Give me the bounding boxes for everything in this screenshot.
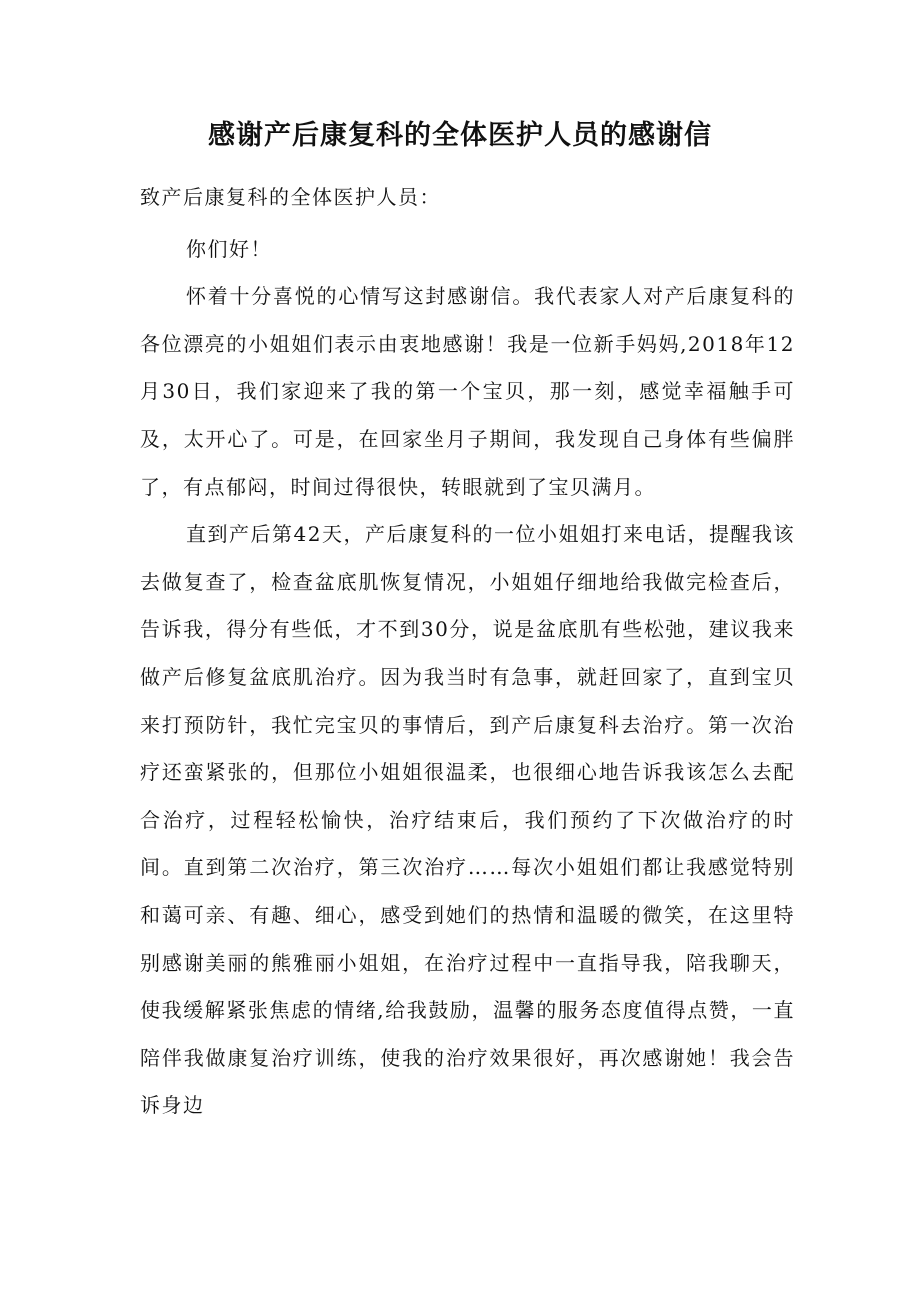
salutation: 致产后康复科的全体医护人员：	[140, 185, 441, 209]
document-title: 感谢产后康复科的全体医护人员的感谢信	[208, 120, 712, 151]
greeting: 你们好！	[186, 236, 272, 261]
letter-body	[140, 174, 795, 1130]
paragraph-1: 怀着十分喜悦的心情写这封感谢信。我代表家人对产后康复科的各位漂亮的小姐姐们表示由衷地感谢！我是一位新手妈妈,2018年12月30日，我们家迎来了我的第一个宝贝，那一刻，感觉幸福触手可及，太开心了。可是，在回家坐月子期间，我发现自己身体有些偏胖了，有点郁闷，时间过得很快，转眼就到了宝贝满月。	[140, 284, 795, 499]
paragraph-2: 直到产后第42天，产后康复科的一位小姐姐打来电话，提醒我该去做复查了，检查盆底肌恢复情况，小姐姐仔细地给我做完检查后，告诉我，得分有些低，才不到30分，说是盆底肌有些松弛，建议我来做产后修复盆底肌治疗。因为我当时有急事，就赶回家了，直到宝贝来打预防针，我忙完宝贝的事情后，到产后康复科去治疗。第一次治疗还蛮紧张的，但那位小姐姐很温柔，也很细心地告诉我该怎么去配合治疗，过程轻松愉快，治疗结束后，我们预约了下次做治疗的时间。直到第二次治疗，第三次治疗……每次小姐姐们都让我感觉特别和蔼可亲、有趣、细心，感受到她们的热情和温暖的微笑，在这里特别感谢美丽的熊雅丽小姐姐，在治疗过程中一直指导我，陪我聊天，使我缓解紧张焦虑的情绪,给我鼓励，温馨的服务态度值得点赞，一直陪伴我做康复治疗训练，使我的治疗效果很好，再次感谢她！我会告诉身边	[140, 522, 795, 1118]
